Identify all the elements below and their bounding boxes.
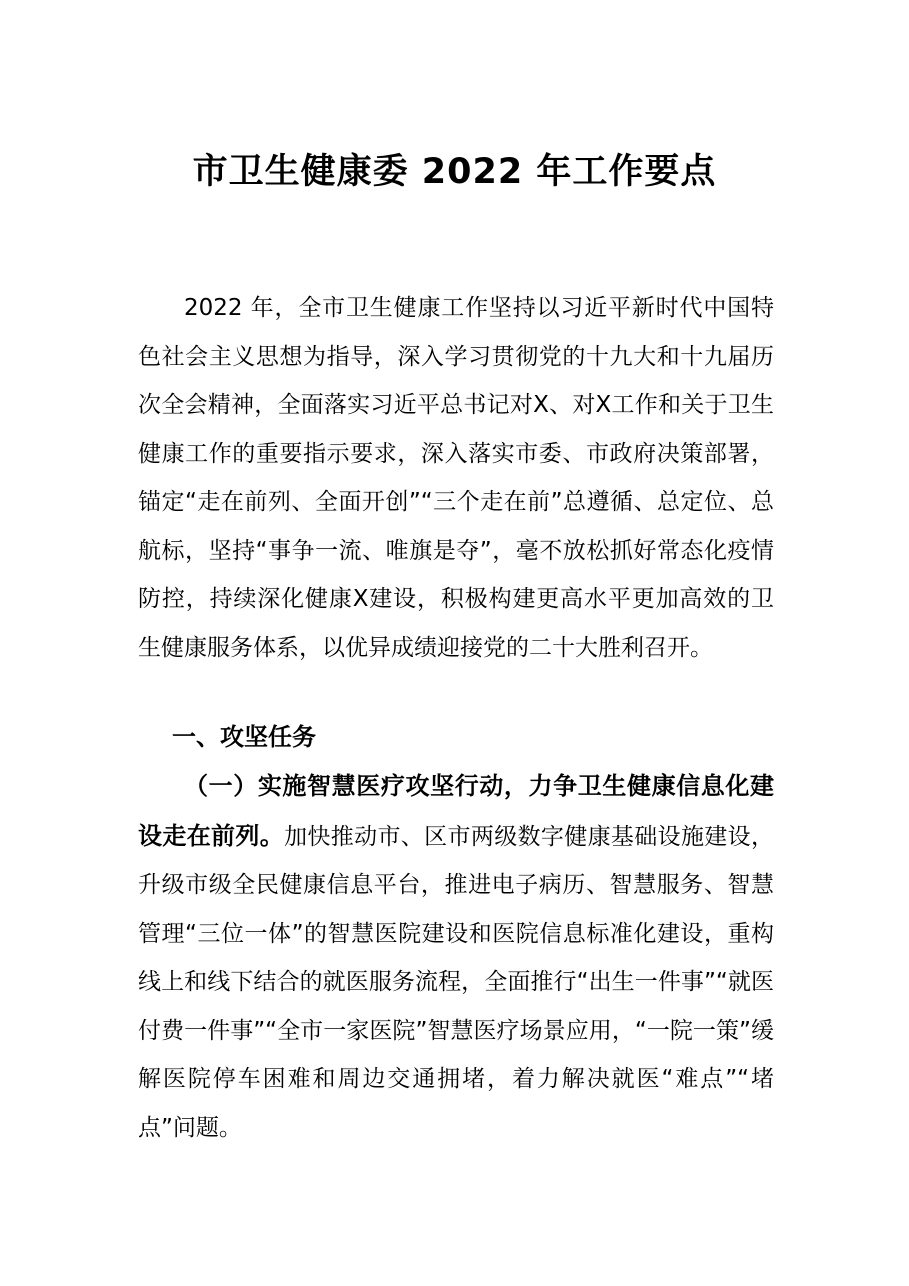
section-item-paragraph bbox=[138, 762, 774, 1152]
item-heading: （一）实施智慧医疗攻坚行动，力争卫生健康信息化建设走在前列。 bbox=[138, 772, 774, 850]
document-title: 市卫生健康委 2022 年工作要点 bbox=[192, 152, 717, 192]
section-heading-tasks: 一、攻坚任务 bbox=[172, 723, 316, 751]
item-body: 加快推动市、区市两级数字健康基础设施建设，升级市级全民健康信息平台，推进电子病历、智慧服务、智慧管理“三位一体”的智慧医院建设和医院信息标准化建设，重构线上和线下结合的就医服务流程，全面推行“出生一件事”“就医付费一件事”“全市一家医院”智慧医疗场景应用，“一院一策”缓解医院停车困难和周边交通拥堵，着力解决就医“难点”“堵点”问题。 bbox=[138, 823, 775, 1141]
intro-paragraph: 2022 年，全市卫生健康工作坚持以习近平新时代中国特色社会主义思想为指导，深入学习贯彻党的十九大和十九届历次全会精神，全面落实习近平总书记对X、对X工作和关于卫生健康工作的重要指示要求，深入落实市委、市政府决策部署，锚定“走在前列、全面开创”“三个走在前”总遵循、总定位、总航标，坚持“事争一流、唯旗是夺”，毫不放松抓好常态化疫情防控，持续深化健康X建设，积极构建更高水平更加高效的卫生健康服务体系，以优异成绩迎接党的二十大胜利召开。 bbox=[138, 295, 774, 661]
